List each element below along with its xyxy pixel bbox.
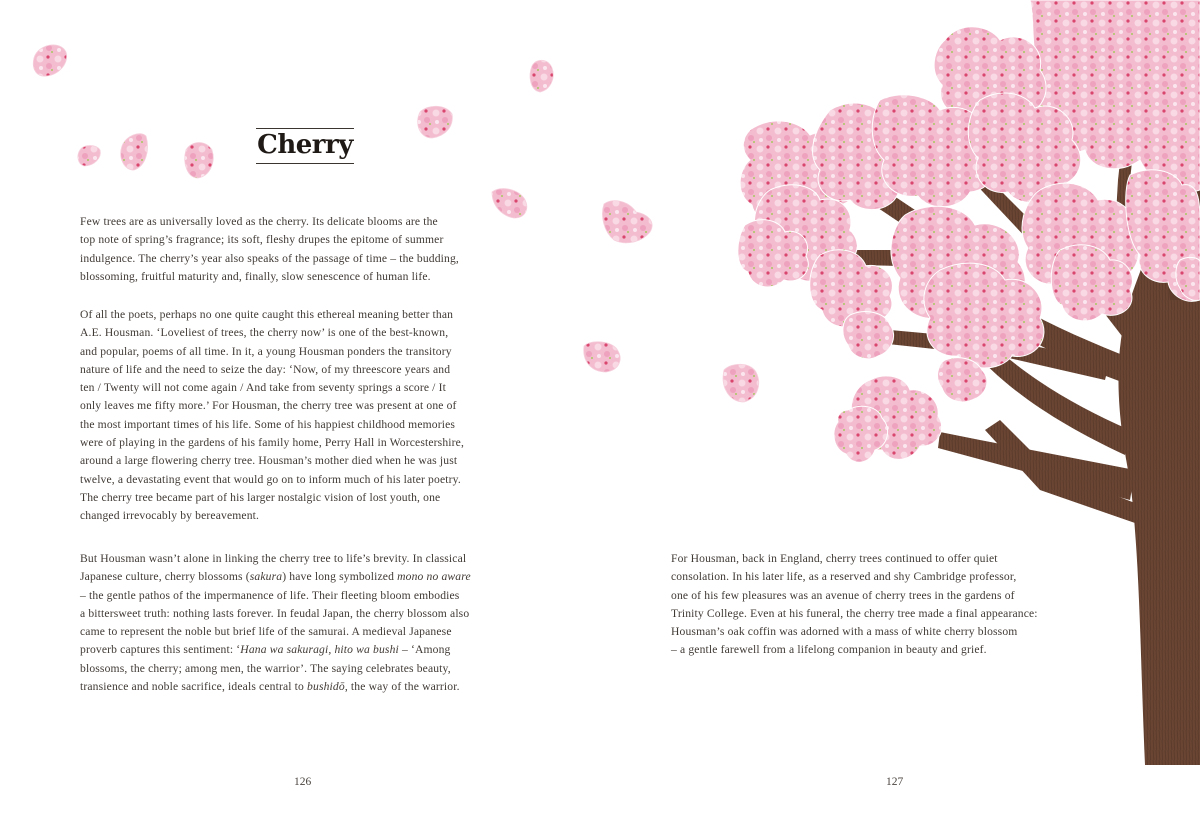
text-line: For Housman, back in England, cherry trees continued to offer quiet xyxy=(671,552,998,565)
text-line: nature of life and the need to seize the day: ‘Now, of my threescore years and xyxy=(80,362,451,376)
left-paragraph-1 xyxy=(80,213,459,286)
text-line: The cherry tree became part of his larger nostalgic vision of lost youth, one xyxy=(80,490,441,504)
page-number-right: 127 xyxy=(886,776,904,788)
text-span: transience and noble sacrifice, ideals central to xyxy=(80,680,308,694)
italic-term: bushidō xyxy=(307,680,345,694)
petal xyxy=(602,201,652,243)
left-paragraph-2 xyxy=(80,306,464,526)
text-line: Housman’s oak coffin was adorned with a mass of white cherry blossom xyxy=(671,625,1018,639)
text-line xyxy=(80,678,471,696)
petal xyxy=(418,106,453,138)
text-line: blossoms, the cherry; among men, the warrior’. The saying celebrates beauty, xyxy=(80,661,451,675)
text-line: Few trees are as universally loved as the cherry. Its delicate blooms are the xyxy=(80,215,438,228)
left-paragraph-3 xyxy=(80,550,471,696)
petal xyxy=(492,189,527,218)
text-line: a bittersweet truth: nothing lasts forever. In feudal Japan, the cherry blossom also xyxy=(80,606,470,620)
text-span: Japanese culture, cherry blossoms ( xyxy=(80,570,250,584)
text-span: , the way of the warrior. xyxy=(344,680,460,694)
text-span: – ‘Among xyxy=(398,643,451,657)
petal xyxy=(78,146,100,167)
text-span: ) have long symbolized xyxy=(282,570,398,584)
petal xyxy=(584,342,620,372)
text-line: Trinity College. Even at his funeral, the cherry tree made a final appearance: xyxy=(671,606,1038,620)
text-line: one of his few pleasures was an avenue of cherry trees in the gardens of xyxy=(671,588,1015,602)
text-line: blossoming, fruitful maturity and, finally, slow senescence of human life. xyxy=(80,269,431,283)
italic-term: sakura xyxy=(249,570,283,584)
text-line: But Housman wasn’t alone in linking the cherry tree to life’s brevity. In classical xyxy=(80,552,467,565)
text-line: came to represent the noble but brief life of the samurai. A medieval Japanese xyxy=(80,625,452,639)
text-line xyxy=(80,641,471,659)
text-line: changed irrevocably by bereavement. xyxy=(80,509,260,523)
text-line: twelve, a devastating event that would go on to inform much of his later poetry. xyxy=(80,472,461,486)
right-paragraph-1 xyxy=(671,550,1038,660)
text-line: ten / Twenty will not come again / And take from seventy springs a score / It xyxy=(80,381,446,395)
petal xyxy=(530,60,553,92)
italic-term: Hana wa sakuragi, hito wa bushi xyxy=(240,643,399,657)
text-line xyxy=(80,568,471,586)
petal xyxy=(33,45,66,76)
text-line: the most important times of his life. Some of his happiest childhood memories xyxy=(80,417,456,431)
text-line: – the gentle pathos of the impermanence of life. Their fleeting bloom embodies xyxy=(80,588,460,602)
text-line: consolation. In his later life, as a reserved and shy Cambridge professor, xyxy=(671,570,1017,584)
text-line: only leaves me fifty more.’ For Housman, the cherry tree was present at one of xyxy=(80,399,457,413)
text-line: – a gentle farewell from a lifelong companion in beauty and grief. xyxy=(671,643,987,657)
page-number-left: 126 xyxy=(294,776,312,788)
italic-term: mono no aware xyxy=(397,570,471,584)
text-line: around a large flowering cherry tree. Housman’s mother died when he was just xyxy=(80,454,458,468)
text-line: A.E. Housman. ‘Loveliest of trees, the cherry now’ is one of the best-known, xyxy=(80,326,449,340)
petal xyxy=(185,143,213,179)
text-line: Of all the poets, perhaps no one quite caught this ethereal meaning better than xyxy=(80,308,454,321)
petal xyxy=(723,364,759,402)
chapter-title: Cherry xyxy=(256,128,354,164)
text-span: proverb captures this sentiment: ‘ xyxy=(80,643,241,657)
petal xyxy=(121,134,148,170)
text-line: top note of spring’s fragrance; its soft, fleshy drupes the epitome of summer xyxy=(80,233,444,247)
text-line: were of playing in the gardens of his family home, Perry Hall in Worcestershire, xyxy=(80,436,465,450)
text-line: and popular, poems of all time. In it, a young Housman ponders the transitory xyxy=(80,344,452,358)
text-line: indulgence. The cherry’s year also speaks of the passage of time – the budding, xyxy=(80,251,459,265)
